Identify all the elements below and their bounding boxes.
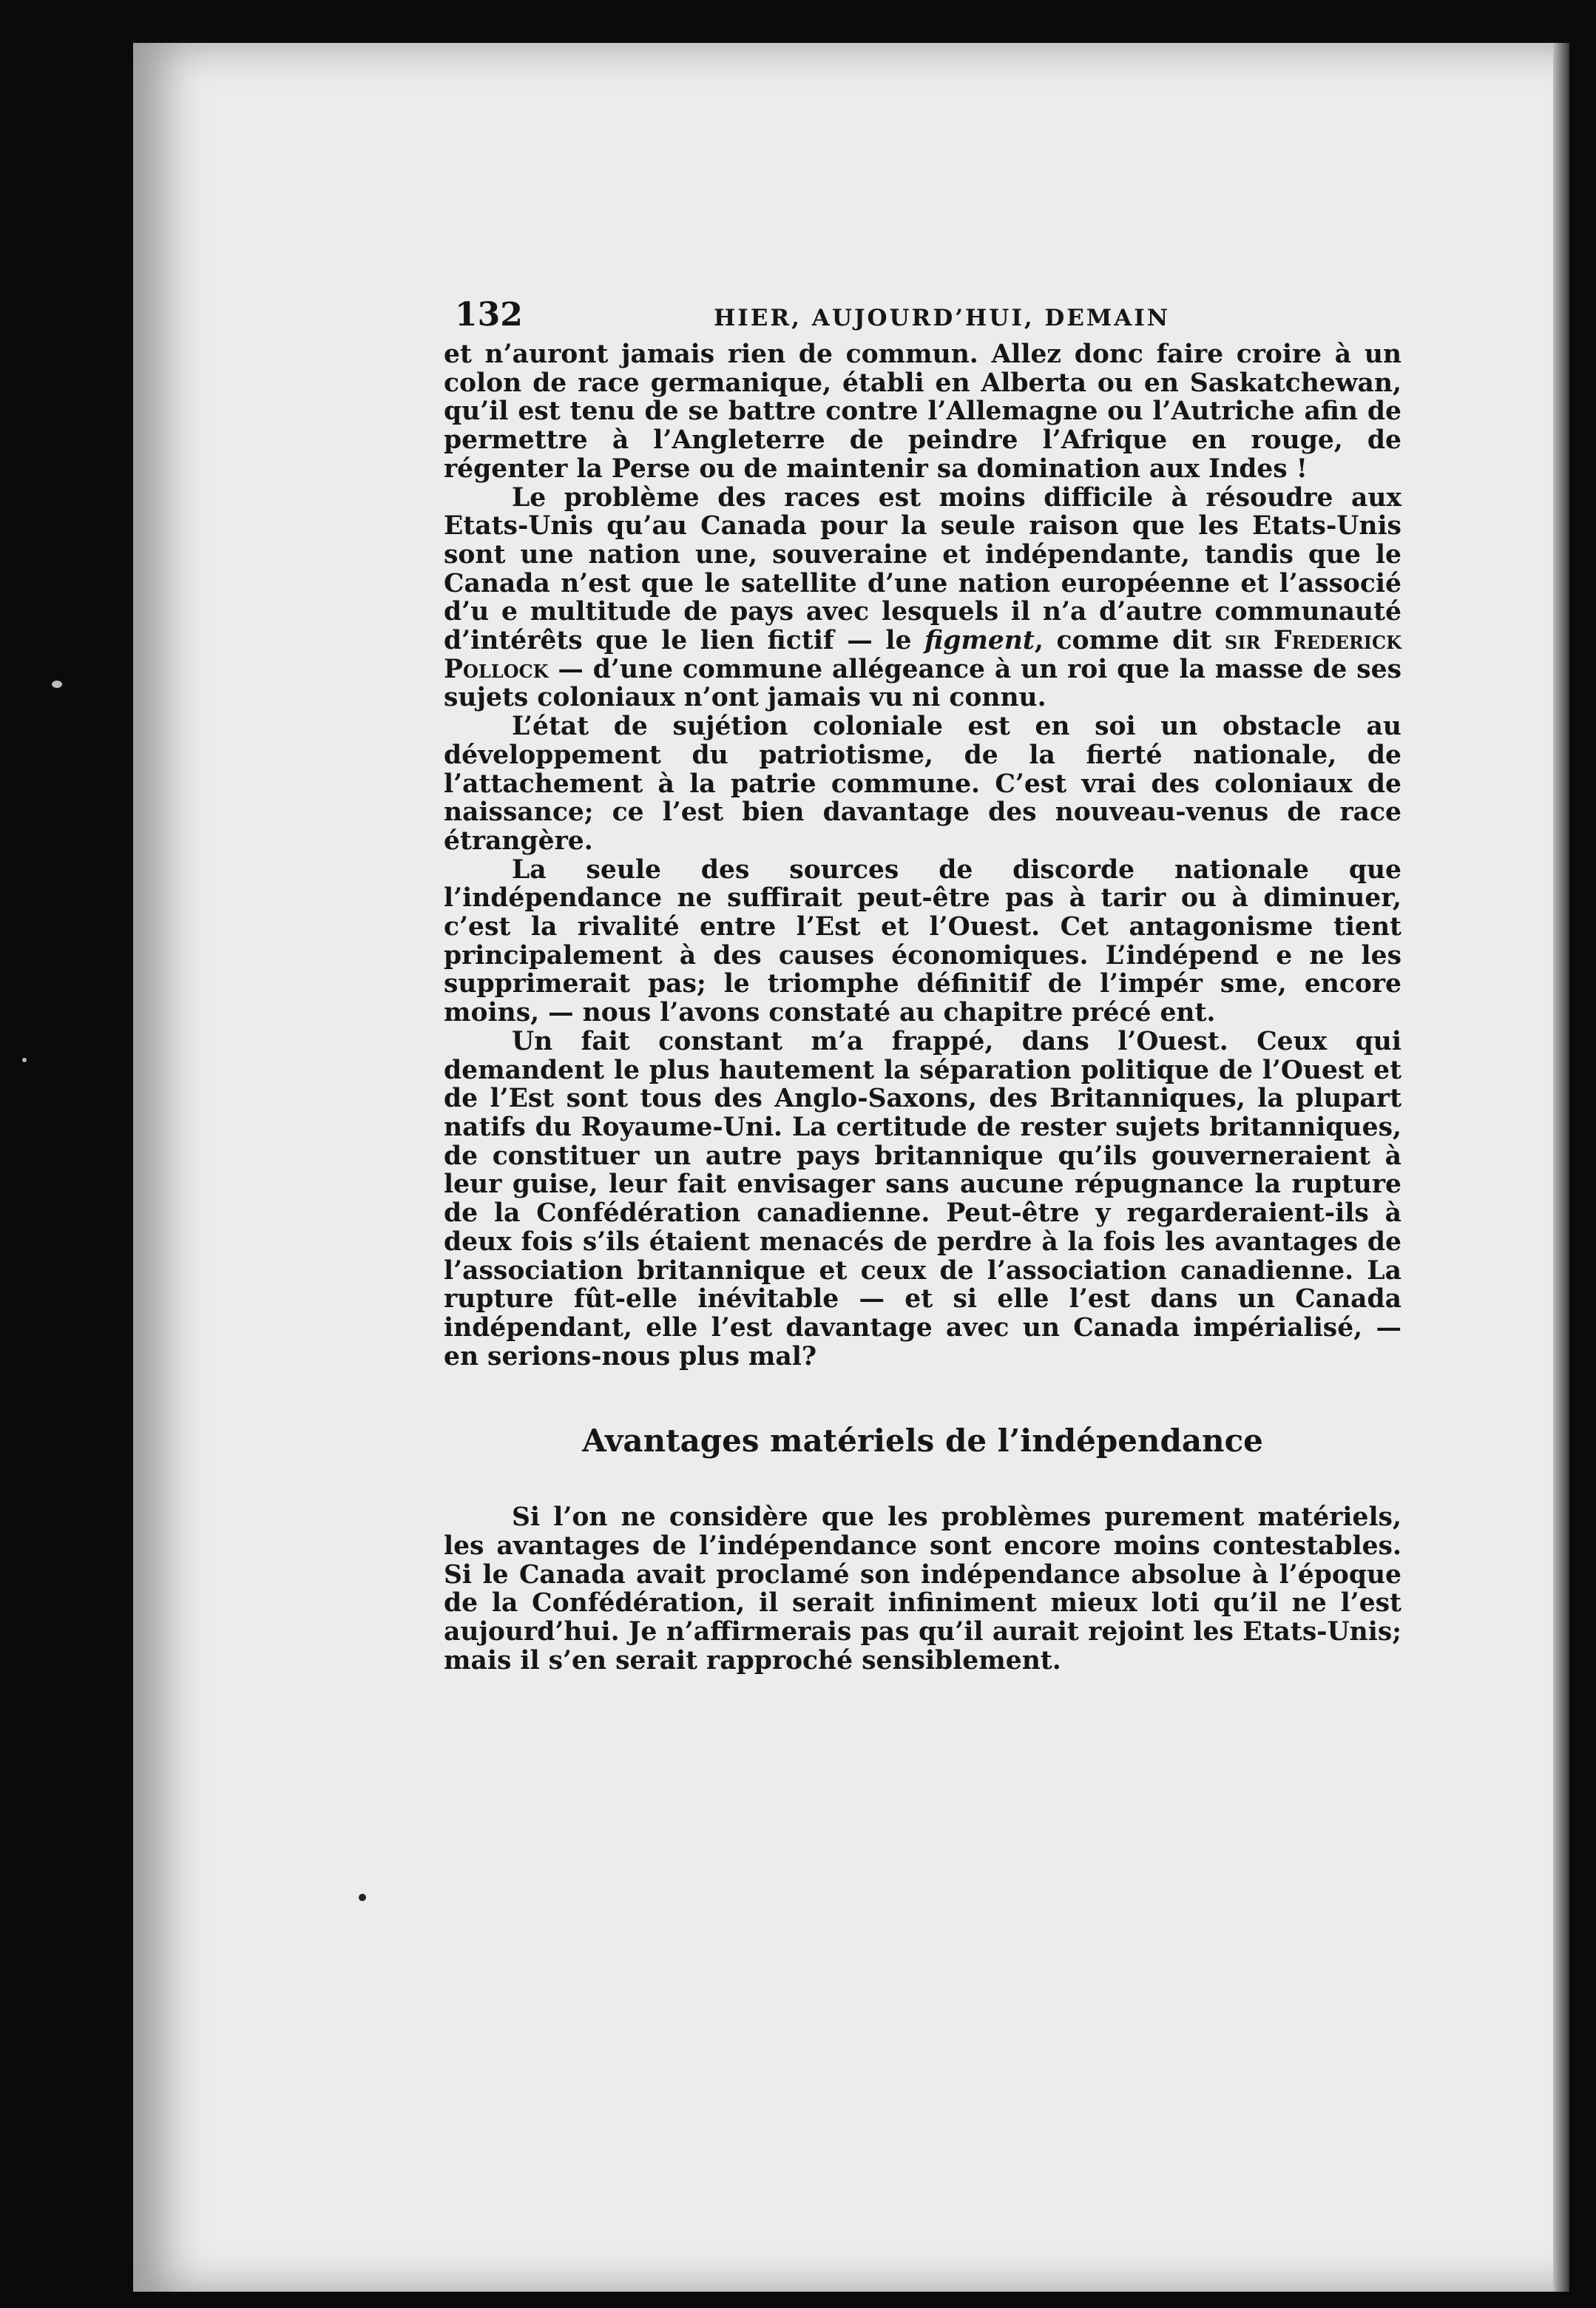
paragraph: Si l’on ne considère que les problèmes purement matériels, les avantages de l’indépendance sont encore moins contestables. Si le Canada avait proclamé son indépendance absolue à l’époque de la Confédération, il serait infiniment mieux loti qu’il ne l’est aujourd’hui. Je n’affirmerais pas qu’il aurait rejoint les Etats-Unis; mais il s’en serait rapproché sensiblement.	[444, 1502, 1401, 1676]
running-head	[444, 296, 1401, 340]
author-name: sir Frederick Pollock	[444, 626, 1401, 684]
paragraph: La seule des sources de discorde nationale que l’indépendance ne suffirait peut-être pas à tarir ou à diminuer, c’est la rivalité entre l’Est et l’Ouest. Cet antagonisme tient principalement à des causes économiques. L’indépend e ne les supprimerait pas; le triomphe définitif de l’impér sme, encore moins, — nous l’avons constaté au chapitre précé ent.	[444, 854, 1401, 1028]
paragraph: Un fait constant m’a frappé, dans l’Ouest. Ceux qui demandent le plus hautement la séparation politique de l’Ouest et de l’Est sont tous des Anglo-Saxons, des Britanniques, la plupart natifs du Royaume-Uni. La certitude de rester sujets britanniques, de constituer un autre pays britannique qu’ils gouverneraient à leur guise, leur fait envisager sans aucune répugnance la rupture de la Confédération canadienne. Peut-être y regarderaient-ils à deux fois s’ils étaient menacés de perdre à la fois les avantages de l’association britannique et ceux de l’association canadienne. La rupture fût-elle inévitable — et si elle l’est dans un Canada indépendant, elle l’est davantage avec un Canada impérialisé, — en serions-nous plus mal?	[444, 1026, 1401, 1371]
running-title: HIER, AUJOURD’HUI, DEMAIN	[714, 305, 1171, 331]
paragraph	[444, 484, 1401, 713]
scan-speck	[52, 681, 62, 688]
paragraph: et n’auront jamais rien de commun. Allez donc faire croire à un colon de race germanique, établi en Alberta ou en Saskatchewan, qu’il est tenu de se battre contre l’Allemagne ou l’Autriche afin de permettre à l’Angleterre de peindre l’Afrique en rouge, de régenter la Perse ou de maintenir sa domination aux Indes !	[444, 340, 1401, 484]
body-text	[444, 340, 1401, 1371]
section-heading: Avantages matériels de l’indépendance	[582, 1423, 1263, 1460]
page-content	[444, 296, 1401, 1676]
scan-speck	[22, 1058, 27, 1062]
paragraph: L’état de sujétion coloniale est en soi un obstacle au développement du patriotisme, de la fierté nationale, de l’attachement à la patrie commune. C’est vrai des coloniaux de naissance; ce l’est bien davantage des nouveau-venus de race étrangère.	[444, 712, 1401, 856]
paragraph-text: Le problème des races est moins difficile à résoudre aux Etats-Unis qu’au Canada pour la seule raison que les Etats-Unis sont une nation une, souveraine et indépendante, tandis que le Canada n’est que le satellite d’une nation européenne et l’associé d’u e multitude de pays avec lesquels il n’a d’autre communauté d’intérêts que le lien fictif — le	[444, 482, 1401, 656]
body-text	[444, 1503, 1401, 1675]
page-number: 132	[455, 296, 523, 334]
scan-speck	[359, 1894, 366, 1901]
paragraph-text: — d’une commune allégeance à un roi que la masse de ses sujets coloniaux n’ont jamais vu ni connu.	[444, 654, 1402, 713]
italic-term: figment	[924, 626, 1035, 656]
page-edge-shadow	[1553, 43, 1569, 2292]
paragraph-text: , comme dit	[1034, 626, 1212, 656]
